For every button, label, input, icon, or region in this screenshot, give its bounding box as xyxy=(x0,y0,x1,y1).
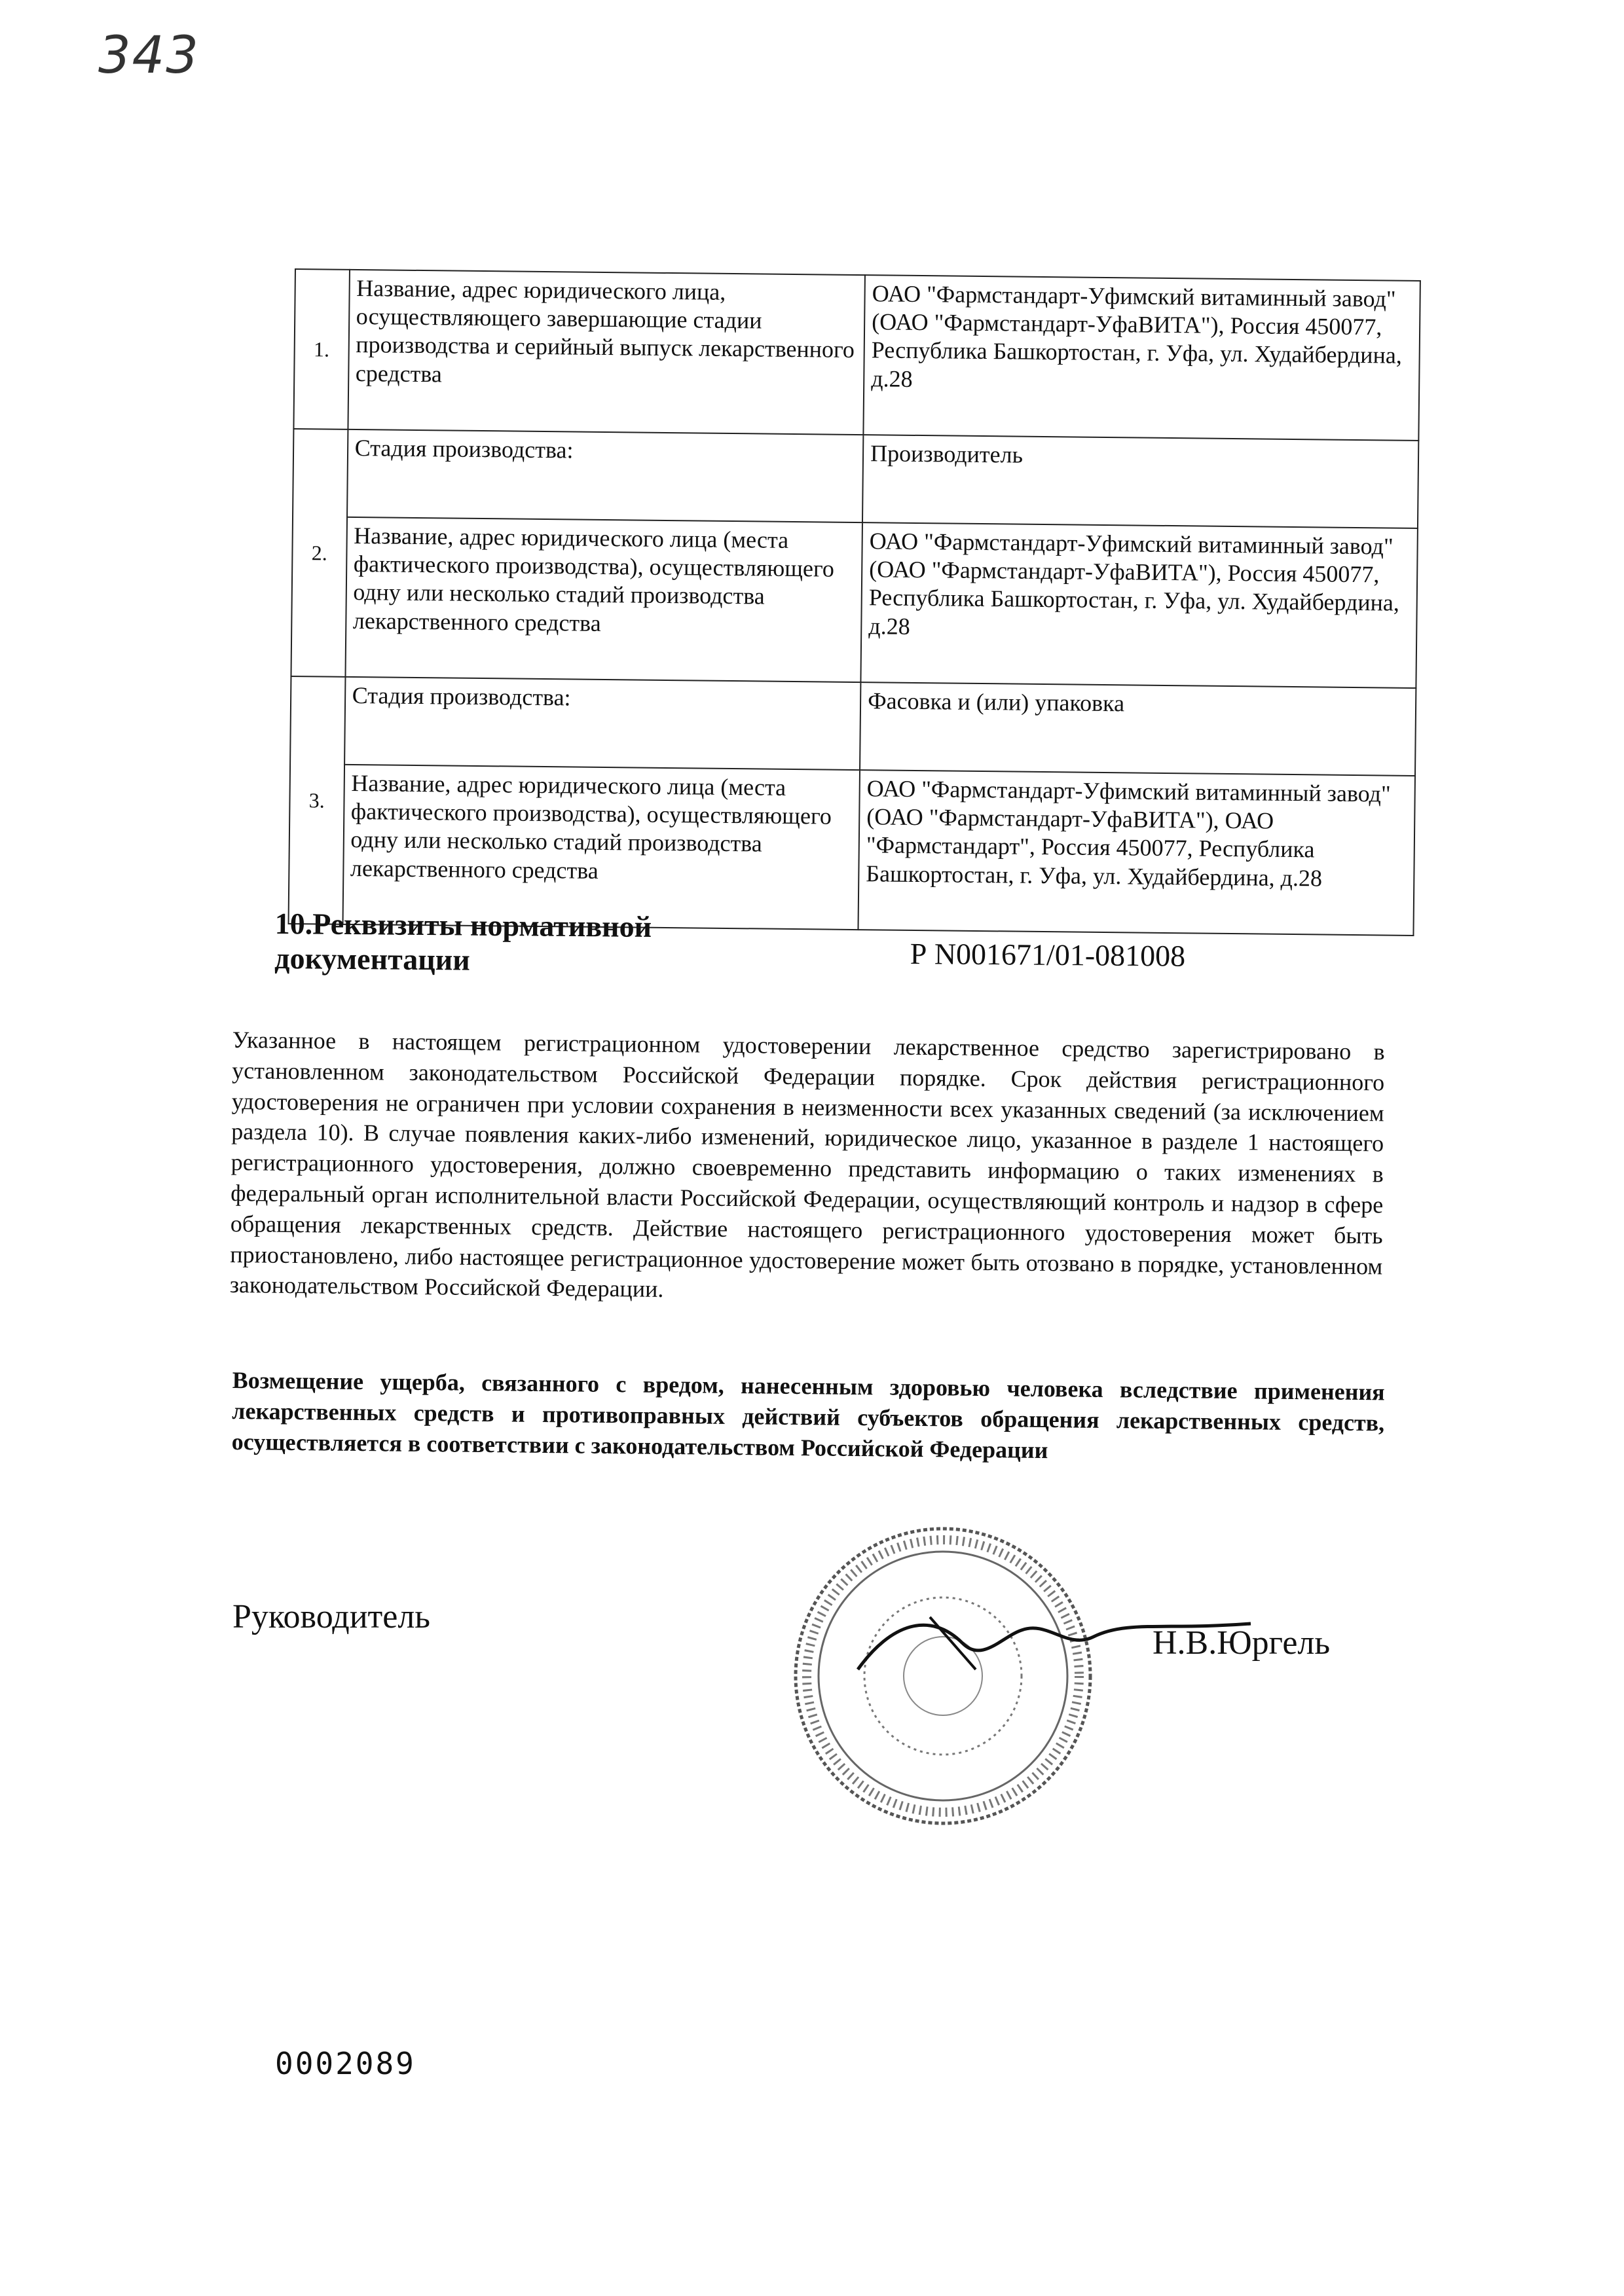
page-number-handwritten: 343 xyxy=(98,26,200,85)
row-label: Стадия производства: xyxy=(344,677,861,770)
signature-cross-stroke xyxy=(930,1617,976,1669)
damage-compensation-paragraph: Возмещение ущерба, связанного с вредом, нанесенным здоровью человека вследствие применения лекарственных средств и противоправных действий субъектов обращения лекарственных средств, осуществляется в соответствии с законодательством Российской Федерации xyxy=(231,1366,1385,1463)
section-10-title-line1: 10.Реквизиты нормативной xyxy=(274,907,652,944)
row-value: ОАО "Фармстандарт-Уфимский витаминный завод" (ОАО "Фармстандарт-УфаВИТА"), Россия 450077, Республика Башкортостан, г. Уфа, ул. Худайбердина, д.28 xyxy=(860,522,1417,688)
row-number: 3. xyxy=(289,676,346,924)
registration-paragraph: Указанное в настоящем регистрационном удостоверении лекарственное средство зарегистрировано в установленном законодательством Российской Федерации порядке. Срок действия регистрационного удостоверения не ограничен при условии сохранения в неизменности всех указанных сведений (за исключением раздела 10). В случае появления каких-либо изменений, юридическое лицо, указанное в разделе 1 настоящего регистрационного удостоверения, должно своевременно представить информацию о таких изменениях в федеральный орган исполнительной власти Российской Федерации, осуществляющий контроль и надзор в сфере обращения лекарственных средств. Действие настоящего регистрационного удостоверения может быть приостановлено, либо настоящее регистрационное удостоверение может быть отозвано в порядке, установленном законодательством Российской Федерации. xyxy=(229,1026,1385,1303)
signer-name: Н.В.Юргель xyxy=(1153,1624,1331,1662)
row-label: Название, адрес юридического лица, осуществляющего завершающие стадии производства и серийный выпуск лекарственного средства xyxy=(348,270,865,435)
row-label: Название, адрес юридического лица (места фактического производства), осуществляющего одну или несколько стадий производства лекарственного средства xyxy=(345,517,862,682)
signer-role: Руководитель xyxy=(232,1598,430,1635)
table-row xyxy=(291,517,1417,688)
table-row xyxy=(293,269,1420,441)
row-value: ОАО "Фармстандарт-Уфимский витаминный завод" (ОАО "Фармстандарт-УфаВИТА"), Россия 450077, Республика Башкортостан, г. Уфа, ул. Худайбердина, д.28 xyxy=(863,275,1420,441)
row-value: Производитель xyxy=(862,435,1418,528)
document-serial-number: 0002089 xyxy=(275,2046,416,2081)
normative-doc-number: Р N001671/01-081008 xyxy=(910,937,1186,973)
table-row xyxy=(290,676,1416,776)
row-label: Стадия производства: xyxy=(347,429,864,522)
row-value: Фасовка и (или) упаковка xyxy=(860,682,1416,776)
production-sites-table xyxy=(288,268,1421,936)
row-number: 2. xyxy=(291,429,348,677)
production-sites-table-body xyxy=(289,269,1420,936)
row-number: 1. xyxy=(293,269,349,429)
section-10-title xyxy=(274,907,652,979)
row-label: Название, адрес юридического лица (места фактического производства), осуществляющего одну или несколько стадий производства лекарственного средства xyxy=(342,765,860,930)
section-10-title-line2: документации xyxy=(274,941,470,977)
row-value: ОАО "Фармстандарт-Уфимский витаминный завод" (ОАО "Фармстандарт-УфаВИТА"), ОАО "Фармстандарт", Россия 450077, Республика Башкортостан, г. Уфа, ул. Худайбердина, д.28 xyxy=(858,770,1415,936)
table-row xyxy=(293,429,1418,528)
